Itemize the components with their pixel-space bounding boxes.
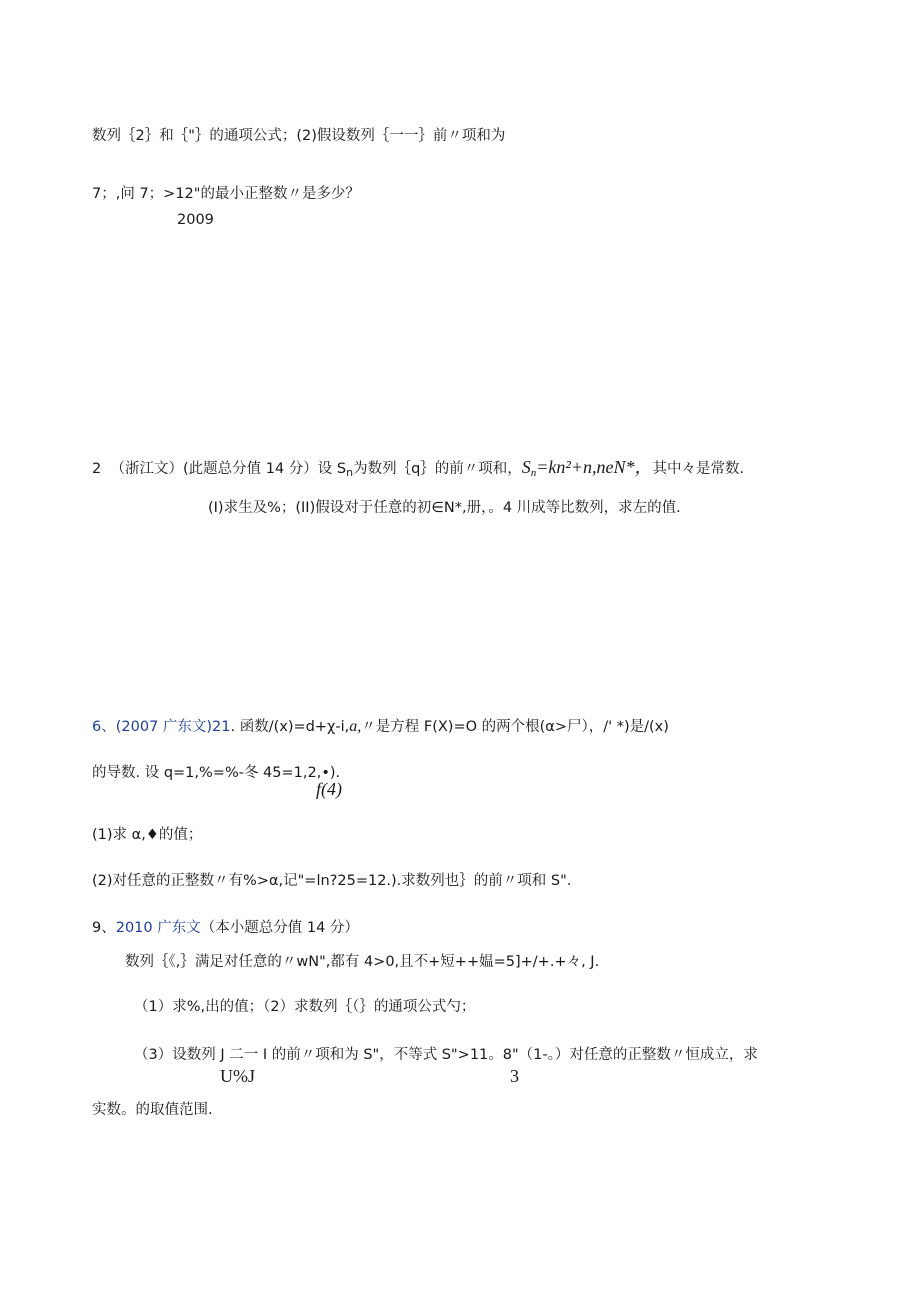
p3-source: (2007 广东文)21 <box>115 719 231 735</box>
p4-number: 9、 <box>92 920 116 936</box>
p4-line-2: 数列｛《,｝满足对任意的〃wN",都有 4>0,且不+短++媪=5]+/+.+々, J. <box>125 954 600 970</box>
p3-text-b: 〃是方程 F(X)=O 的两个根(α>尸），/' *)是/(x) <box>361 719 669 735</box>
p4-source: 2010 广东文 <box>115 920 201 936</box>
p4-line-1 <box>92 919 359 937</box>
p2-tail: 其中々是常数. <box>652 461 745 477</box>
p3-line-2: 的导数. 设 q=1,%=%-冬 45=1,2,•). <box>92 765 341 781</box>
p1-line-1: 数列｛2｝和｛"｝的通项公式；(2)假设数列｛一一｝前〃项和为 <box>92 128 506 144</box>
p4-line-3: （1）求%,出的值；（2）求数列｛（｝的通项公式勺； <box>134 999 476 1015</box>
p1-line-2: 7；,问 7；>12"的最小正整数〃是多少？ <box>92 186 360 202</box>
p2-number: 2 <box>92 461 102 477</box>
p3-f4: f(4) <box>316 779 342 799</box>
p4-frac-a: U%J <box>220 1066 255 1086</box>
p3-text-it: a, <box>349 718 362 735</box>
p2-middle: 为数列｛q｝的前〃项和， <box>353 461 522 477</box>
p4-line-5: 实数。的取值范围. <box>92 1102 213 1118</box>
p3-line-1 <box>92 718 669 736</box>
p3-number: 6、 <box>92 719 116 735</box>
p2-line-2: (I)求生及%；(II)假设对于任意的初∈N*,册，。4 川成等比数列，求左的值. <box>208 500 681 516</box>
p2-formula: $S_n=kn^2+n,neN*$， <box>521 457 653 479</box>
p4-frac-b: 3 <box>510 1066 519 1086</box>
p3-text-a: . 函数/(x)=d+χ-i, <box>230 719 350 735</box>
p1-year: 2009 <box>177 212 214 228</box>
p4-line-4: （3）设数列 J 二一 I 的前〃项和为 S"，不等式 S">11。8"（1-。）对任意的正整数〃恒成立，求 <box>134 1047 758 1063</box>
p2-line-1 <box>92 458 744 482</box>
p3-line-3: (1)求 α,♦的值； <box>92 827 203 843</box>
p2-source: （浙江文）(此题总分值 14 分）设 S <box>110 461 347 477</box>
p2-subscript: n <box>346 466 354 479</box>
p4-head-rest: （本小题总分值 14 分） <box>200 920 359 936</box>
p3-line-4: (2)对任意的正整数〃有%>α,记"=ln?25=12.).求数列也｝的前〃项和 S". <box>92 873 572 889</box>
